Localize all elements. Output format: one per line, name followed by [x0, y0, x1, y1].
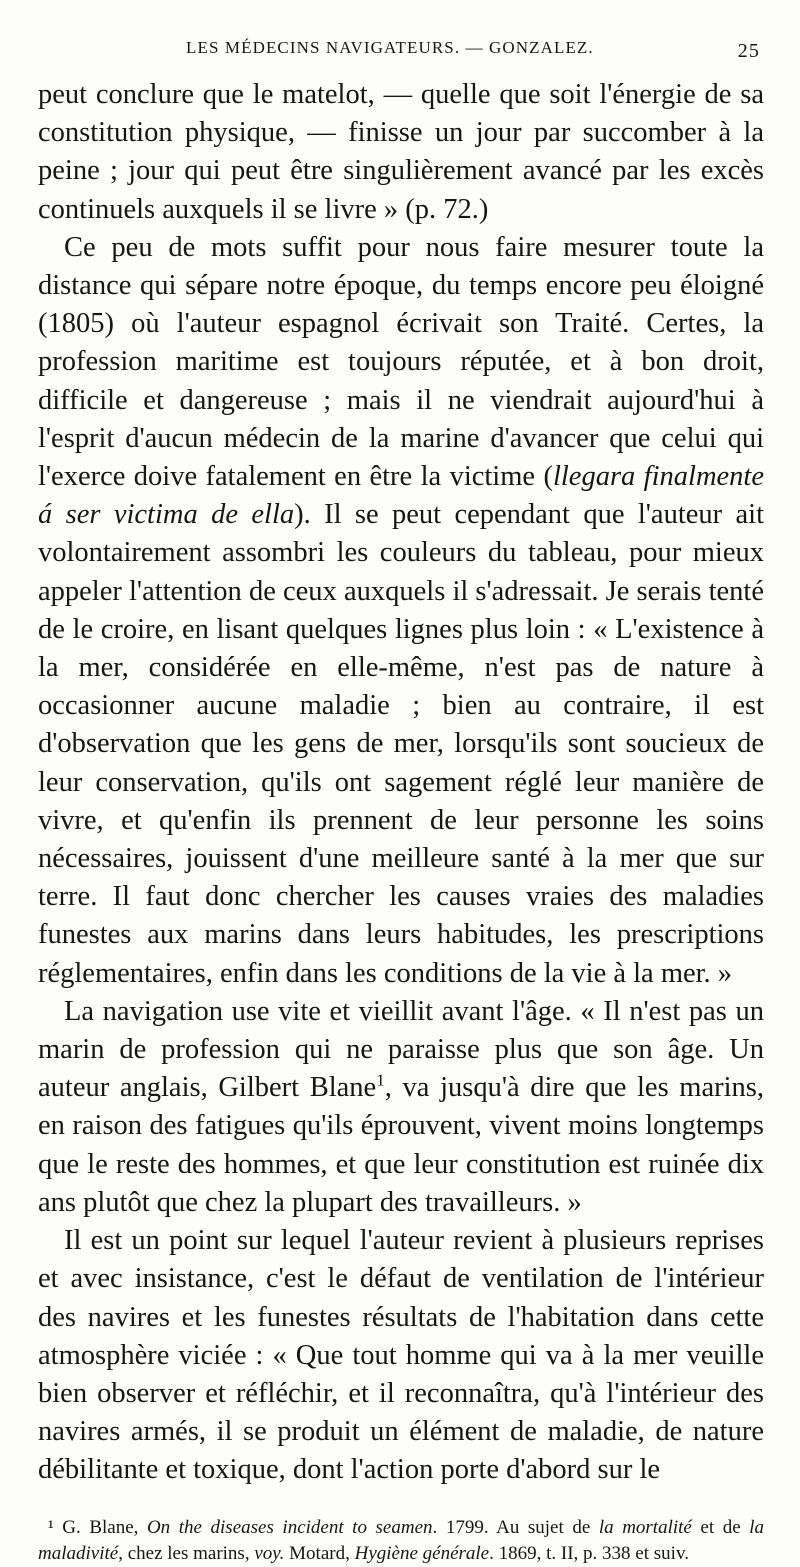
paragraph-2-text-b: ). Il se peut cependant que l'auteur ait volontairement assombri les couleurs du tableau, pour mieux appeler l'attention de ceux auxquels il s'adressait. Je serais tenté de le croire, en lisant quelques lignes plus loin : « L'existence à la mer, considérée en elle-même, n'est pas de nature à occasionner aucune maladie ; bien au contraire, il est d'observation que les gens de mer, lorsqu'ils sont soucieux de leur conservation, qu'ils ont sagement réglé leur manière de vivre, et qu'enfin ils prennent de leur personne les soins nécessaires, jouissent d'une meilleure santé à la mer que sur terre. Il faut donc chercher les causes vraies des maladies funestes aux marins dans leurs habitudes, les prescriptions réglementaires, enfin dans les conditions de la vie à la mer. » — [38, 499, 764, 989]
paragraph-3 — [38, 993, 764, 1222]
footnote-text-e: Motard, — [284, 1542, 355, 1564]
footnotes — [38, 1515, 764, 1567]
paragraph-2-text-a: Ce peu de mots suffit pour nous faire mesurer toute la distance qui sépare notre époque, du temps encore peu éloigné (1805) où l'auteur espagnol écrivait son Traité. Certes, la profession maritime est toujours réputée, et à bon droit, difficile et dangereuse ; mais il ne viendrait aujourd'hui à l'esprit d'aucun médecin de la marine d'avancer que celui qui l'exerce doive fatalement en être la victime ( — [38, 231, 764, 493]
footnote-reference: 1 — [376, 1070, 385, 1090]
footnote-maladivite: la maladivité — [38, 1516, 764, 1564]
paragraph-1: peut conclure que le matelot, — quelle que soit l'énergie de sa constitution physique, — finisse un jour par succomber à la peine ; jour qui peut être singulièrement avancé par les excès continuels auxquels il se livre » (p. 72.) — [38, 79, 764, 225]
page-header — [38, 30, 764, 76]
footnote-voy: voy. — [254, 1542, 285, 1564]
footnote-marker: ¹ — [48, 1516, 54, 1538]
footnote-text-c: et de — [691, 1516, 750, 1538]
paragraph-3-text-a: La navigation use vite et vieillit avant l'âge. « Il n'est pas un marin de profession qui ne paraisse plus que son âge. Un auteur anglais, Gilbert Blane — [38, 995, 764, 1104]
footnote-text-a: G. Blane, — [62, 1516, 147, 1538]
footnote-text-b: . 1799. Au sujet de — [432, 1516, 599, 1538]
paragraph-2 — [38, 229, 764, 993]
running-title: LES MÉDECINS NAVIGATEURS. — GONZALEZ. — [186, 38, 594, 57]
footnote-text-f: . 1869, t. II, p. 338 et suiv. — [489, 1542, 689, 1564]
paragraph-4: Il est un point sur lequel l'auteur revient à plusieurs reprises et avec insistance, c'est le défaut de ventilation de l'intérieur des navires et les funestes résultats de l'habitation dans cette atmosphère viciée : « Que tout homme qui va à la mer veuille bien observer et réfléchir, et il reconnaîtra, qu'à l'intérieur des navires armés, il se produit un élément de maladie, de nature débilitante et toxique, dont l'action porte d'abord sur le — [38, 1225, 764, 1486]
footnote-text-d: , chez les marins, — [118, 1542, 255, 1564]
footnote-book-title: On the diseases incident to seamen — [146, 1516, 433, 1538]
footnote-hygiene-title: Hygiène générale — [354, 1542, 490, 1564]
footnote-mortalite: la mortalité — [598, 1516, 692, 1538]
paragraph-2-spanish-quote: llegara finalmente á ser victima de ella — [38, 461, 764, 531]
body-text — [38, 76, 764, 1490]
page-number: 25 — [737, 40, 760, 62]
footnote-1 — [38, 1515, 764, 1567]
paragraph-3-text-b: , va jusqu'à dire que les marins, en raison des fatigues qu'ils éprouvent, vivent moins longtemps que le reste des hommes, et que leur constitution est ruinée dix ans plutôt que chez la plupart des travailleurs. » — [38, 1072, 764, 1218]
